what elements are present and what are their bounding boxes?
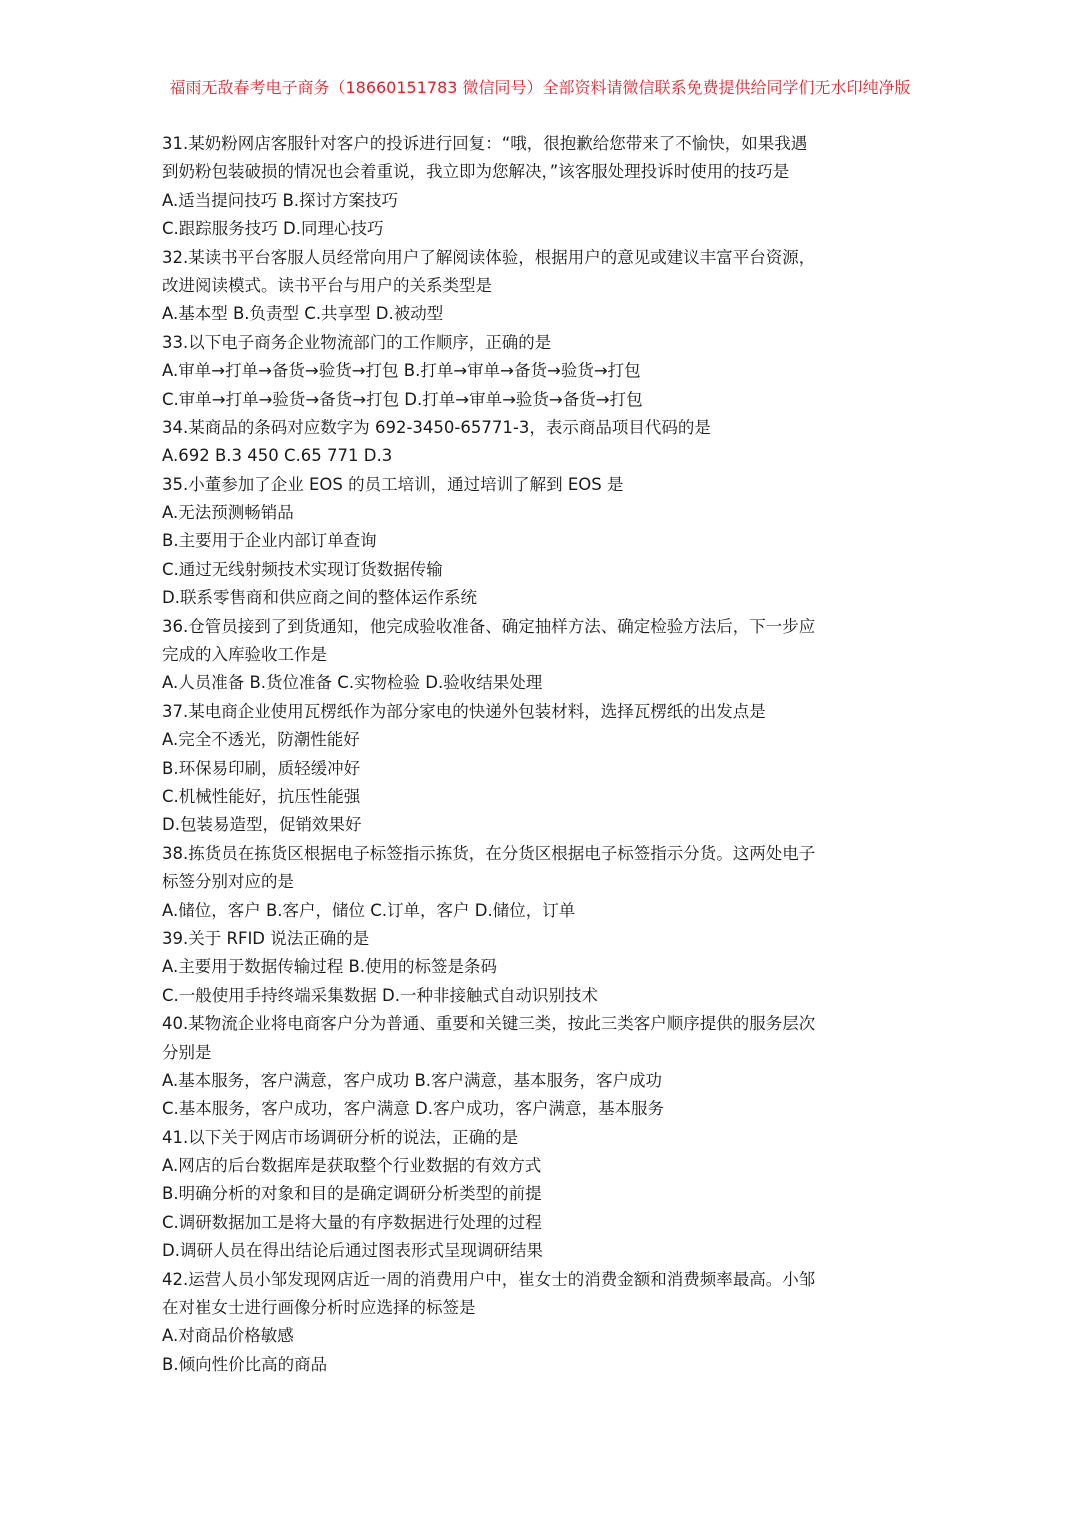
text-line: D.包装易造型，促销效果好 (162, 815, 362, 835)
text-line: 31.某奶粉网店客服针对客户的投诉进行回复：“哦，很抱歉给您带来了不愉快，如果我遇 (162, 134, 808, 153)
text-line: 到奶粉包装破损的情况也会着重说，我立即为您解决，”该客服处理投诉时使用的技巧是 (162, 162, 790, 182)
watermark-header: 福雨无敌春考电子商务（18660151783 微信同号）全部资料请微信联系免费提供给同学们无水印纯净版 (169, 78, 911, 97)
text-line: A.人员准备 B.货位准备 C.实物检验 D.验收结果处理 (162, 673, 543, 693)
text-line: C.审单→打单→验货→备货→打包 D.打单→审单→验货→备货→打包 (162, 389, 643, 409)
text-line: 改进阅读模式。读书平台与用户的关系类型是 (162, 275, 492, 295)
text-line: A.主要用于数据传输过程 B.使用的标签是条码 (162, 957, 498, 977)
text-line: D.调研人员在得出结论后通过图表形式呈现调研结果 (162, 1241, 543, 1261)
text-line: 39.关于 RFID 说法正确的是 (162, 928, 370, 948)
text-line: 41.以下关于网店市场调研分析的说法，正确的是 (162, 1127, 519, 1147)
text-line: B.主要用于企业内部订单查询 (162, 531, 377, 551)
text-line: A.储位，客户 B.客户，储位 C.订单，客户 D.储位，订单 (162, 900, 576, 920)
text-line: 在对崔女士进行画像分析时应选择的标签是 (162, 1298, 476, 1318)
text-line: 完成的入库验收工作是 (162, 645, 327, 665)
text-line: B.环保易印刷，质轻缓冲好 (162, 758, 361, 778)
text-line: A.审单→打单→备货→验货→打包 B.打单→审单→备货→验货→打包 (162, 361, 641, 381)
text-line: 40.某物流企业将电商客户分为普通、重要和关键三类，按此三类客户顺序提供的服务层次 (162, 1014, 816, 1034)
text-line: A.对商品价格敏感 (162, 1326, 294, 1346)
text-line: 36.仓管员接到了到货通知，他完成验收准备、确定抽样方法、确定检验方法后，下一步应 (162, 616, 816, 636)
text-line: A.692 B.3 450 C.65 771 D.3 (162, 446, 393, 466)
text-line: 标签分别对应的是 (162, 872, 294, 892)
text-line: A.完全不透光，防潮性能好 (162, 730, 360, 750)
text-line: 38.拣货员在拣货区根据电子标签指示拣货，在分货区根据电子标签指示分货。这两处电子 (162, 843, 816, 863)
text-line: B.倾向性价比高的商品 (162, 1354, 328, 1374)
text-line: 35.小董参加了企业 EOS 的员工培训，通过培训了解到 EOS 是 (162, 474, 624, 494)
text-line: 42.运营人员小邹发现网店近一周的消费用户中，崔女士的消费金额和消费频率最高。小邹 (162, 1269, 816, 1289)
text-line: 分别是 (162, 1042, 212, 1062)
question-list (162, 130, 932, 1379)
text-line: C.一般使用手持终端采集数据 D.一种非接触式自动识别技术 (162, 985, 598, 1005)
text-line: C.跟踪服务技巧 D.同理心技巧 (162, 219, 384, 239)
text-line: A.基本服务，客户满意，客户成功 B.客户满意，基本服务，客户成功 (162, 1070, 663, 1090)
text-line: A.适当提问技巧 B.探讨方案技巧 (162, 190, 399, 210)
text-line: 37.某电商企业使用瓦楞纸作为部分家电的快递外包装材料，选择瓦楞纸的出发点是 (162, 701, 766, 721)
text-line: 33.以下电子商务企业物流部门的工作顺序，正确的是 (162, 332, 552, 352)
text-line: A.网店的后台数据库是获取整个行业数据的有效方式 (162, 1156, 542, 1176)
text-line: C.通过无线射频技术实现订货数据传输 (162, 559, 443, 579)
text-line: C.基本服务，客户成功，客户满意 D.客户成功，客户满意，基本服务 (162, 1099, 664, 1119)
text-line: C.调研数据加工是将大量的有序数据进行处理的过程 (162, 1212, 542, 1232)
text-line: 34.某商品的条码对应数字为 692-3450-65771-3，表示商品项目代码的是 (162, 417, 711, 437)
text-line: 32.某读书平台客服人员经常向用户了解阅读体验，根据用户的意见或建议丰富平台资源， (162, 247, 816, 267)
text-line: D.联系零售商和供应商之间的整体运作系统 (162, 588, 477, 608)
text-line: C.机械性能好，抗压性能强 (162, 786, 361, 806)
text-line: B.明确分析的对象和目的是确定调研分析类型的前提 (162, 1184, 542, 1204)
text-line: A.无法预测畅销品 (162, 503, 294, 523)
text-line: A.基本型 B.负责型 C.共享型 D.被动型 (162, 304, 444, 324)
